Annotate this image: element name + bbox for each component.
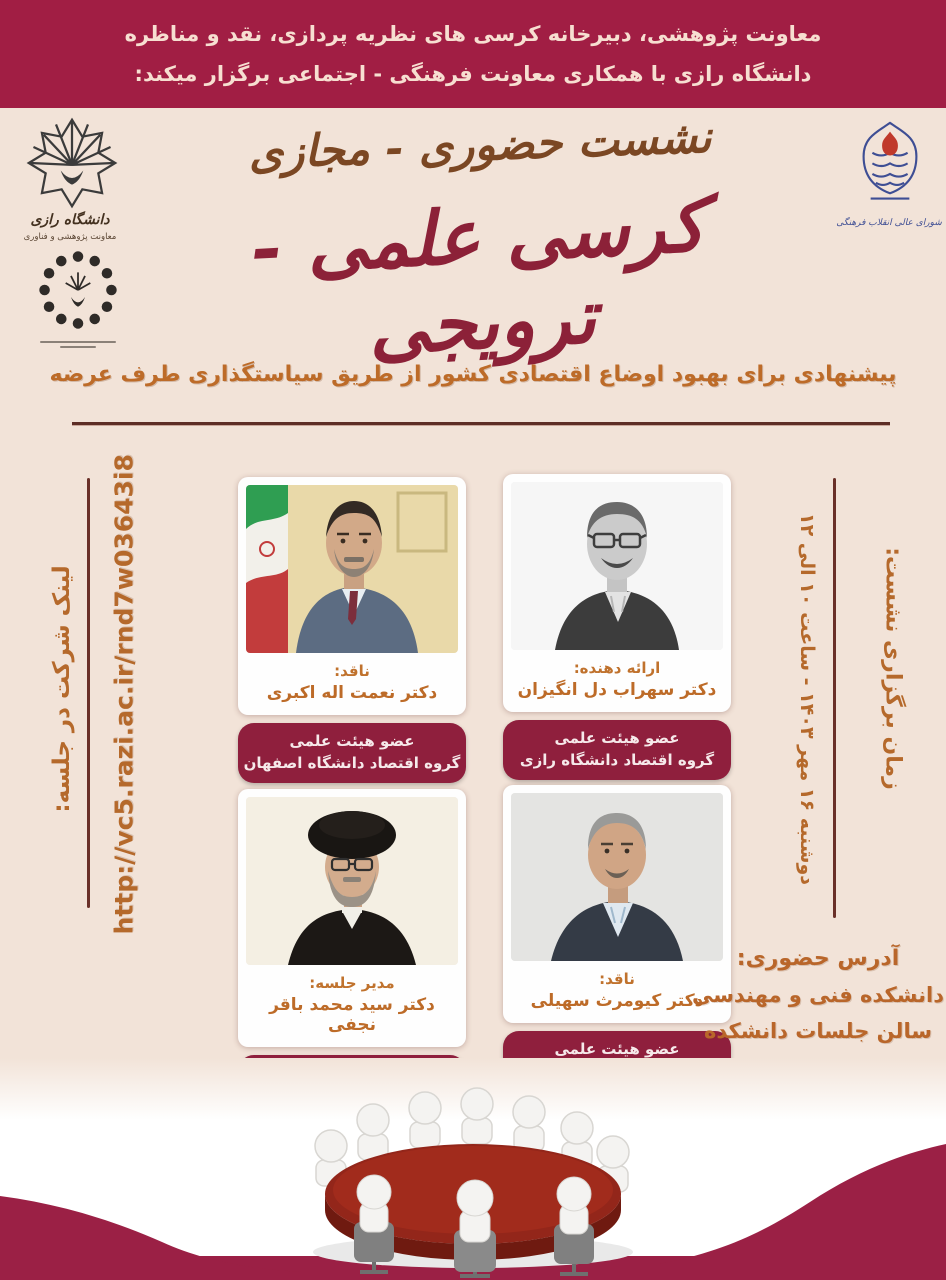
header-line-1: معاونت پژوهشی، دبیرخانه کرسی های نظریه پردازی، نقد و مناظره — [124, 22, 822, 46]
session-topic: پیشنهادی برای بهبود اوضاع اقتصادی کشور از طریق سیاستگذاری طرف عرضه — [49, 362, 897, 387]
meeting-link-label: لینک شرکت در جلسه: — [49, 565, 75, 813]
secretariat-logo-caption — [30, 338, 126, 351]
participant-role: ارائه دهنده: — [573, 659, 661, 677]
affiliation-line-1: عضو هیئت علمی — [554, 729, 680, 747]
participant-name: دکتر سید محمد باقر نجفی — [269, 995, 435, 1035]
cultural-council-caption: شورای عالی انقلاب فرهنگی — [836, 218, 942, 228]
secretariat-logo-icon — [32, 246, 124, 334]
participant-card — [503, 474, 731, 780]
participant-photo — [511, 793, 723, 961]
participant-photo-box — [238, 789, 466, 1047]
header-banner — [0, 0, 946, 108]
divider-line — [72, 422, 890, 426]
venue-address-label: آدرس حضوری: — [736, 946, 900, 971]
round-table-illustration — [258, 1082, 688, 1278]
venue-address-line: دانشکده فنی و مهندسی — [692, 983, 944, 1007]
participant-affiliation-badge — [238, 723, 466, 783]
participant-name: دکتر سهراب دل انگیزان — [517, 680, 717, 700]
affiliation-line-2: گروه اقتصاد دانشگاه اصفهان — [243, 753, 461, 772]
participant-role: ناقد: — [599, 970, 635, 988]
affiliation-line-2: گروه اقتصاد دانشگاه رازی — [519, 750, 715, 769]
meeting-link-url[interactable]: http://vc5.razi.ac.ir/rnd7w03643i8 — [109, 454, 139, 935]
participant-role: ناقد: — [334, 662, 370, 680]
razi-logo-subtitle: معاونت پژوهشی و فناوری — [23, 232, 117, 242]
cultural-council-logo-icon — [846, 116, 934, 216]
main-title: کرسی علمی - ترویجی — [248, 182, 708, 372]
session-type-title: نشست حضوری - مجازی — [247, 111, 713, 180]
meeting-time-label: زمان برگزاری نشست: — [880, 547, 906, 790]
participant-photo-box — [238, 477, 466, 715]
right-rail-divider — [833, 478, 836, 918]
participant-photo-box — [503, 474, 731, 712]
participant-role: مدیر جلسه: — [309, 974, 395, 992]
participant-affiliation-badge — [503, 720, 731, 780]
venue-address-line: سالن جلسات دانشکده — [704, 1019, 932, 1043]
participant-photo — [511, 482, 723, 650]
left-rail-divider — [87, 478, 90, 908]
razi-logo-title: دانشگاه رازی — [30, 212, 110, 228]
razi-university-logo-icon — [20, 116, 124, 210]
participant-photo — [246, 485, 458, 653]
participant-card — [238, 477, 466, 783]
affiliation-line-1: عضو هیئت علمی — [554, 1040, 680, 1058]
participant-photo — [246, 797, 458, 965]
participant-name: دکتر نعمت اله اکبری — [266, 683, 438, 703]
header-line-2: دانشگاه رازی با همکاری معاونت فرهنگی - اجتماعی برگزار میکند: — [134, 62, 812, 86]
affiliation-line-1: عضو هیئت علمی — [289, 732, 415, 750]
meeting-time-value: دوشنبه ۱۶ مهر ۱۴۰۳ - ساعت ۱۰ الی ۱۲ — [796, 512, 818, 886]
participant-name: دکتر کیومرث سهیلی — [530, 991, 704, 1011]
